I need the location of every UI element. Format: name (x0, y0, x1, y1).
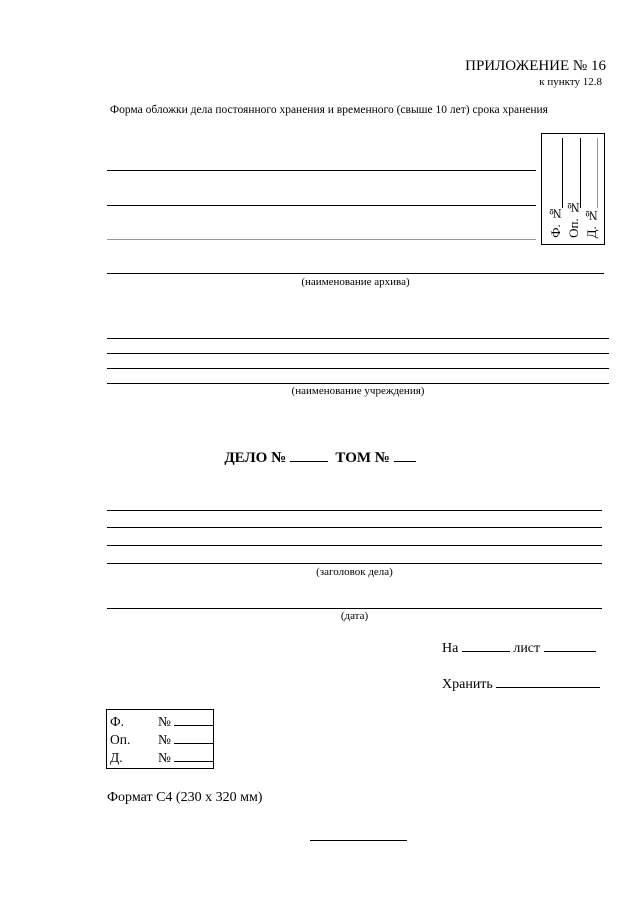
stamp-label: Ф. (110, 714, 125, 729)
heading-line-1 (107, 510, 602, 511)
sheets-label: лист (513, 641, 541, 656)
vertical-fill-line-3 (597, 138, 598, 208)
sheets-row (442, 641, 596, 657)
sheets-word-blank (544, 651, 596, 652)
stamp-label: Оп. (110, 732, 131, 747)
stamp-number-sign: № (158, 714, 171, 729)
institution-line-3 (107, 368, 609, 369)
case-number-label: Д. № (584, 207, 599, 238)
archive-line-3 (107, 239, 536, 240)
date-line (107, 608, 602, 609)
keep-row (442, 677, 600, 693)
index-stamp-box (106, 709, 214, 769)
archive-line-1 (107, 170, 536, 171)
sheets-count-blank (462, 651, 510, 652)
volume-label: ТОМ № (335, 450, 390, 466)
institution-line-1 (107, 338, 609, 339)
date-caption: (дата) (340, 610, 369, 622)
format-note: Формат С4 (230 х 320 мм) (107, 790, 263, 805)
footer-separator (310, 840, 407, 841)
stamp-blank (174, 725, 214, 726)
volume-number-blank (394, 461, 416, 462)
stamp-number-sign: № (158, 750, 171, 765)
vertical-fill-line-2 (580, 138, 581, 208)
case-number-blank (290, 461, 328, 462)
stamp-row-fond (110, 713, 213, 731)
archive-caption: (наименование архива) (301, 276, 410, 288)
stamp-number-sign: № (158, 732, 171, 747)
archive-name-line (107, 273, 604, 274)
institution-line-4 (107, 383, 609, 384)
stamp-blank (174, 743, 214, 744)
archive-line-2 (107, 205, 536, 206)
appendix-title: ПРИЛОЖЕНИЕ № 16 (465, 58, 606, 74)
case-heading-caption: (заголовок дела) (316, 566, 393, 578)
institution-line-2 (107, 353, 609, 354)
stamp-row-inventory (110, 731, 213, 749)
vertical-fill-line-1 (562, 138, 563, 208)
case-label: ДЕЛО № (224, 450, 287, 466)
form-title: Форма обложки дела постоянного хранения и временного (свыше 10 лет) срока хранения (110, 104, 548, 116)
case-volume-line (0, 450, 640, 467)
heading-line-3 (107, 545, 602, 546)
fond-number-label: Ф. № (548, 206, 563, 238)
stamp-blank (174, 761, 214, 762)
heading-line-4 (107, 563, 602, 564)
stamp-row-case (110, 749, 213, 767)
keep-label: Хранить (442, 677, 493, 692)
sheets-on-label: На (442, 641, 459, 656)
heading-line-2 (107, 527, 602, 528)
institution-caption: (наименование учреждения) (291, 385, 425, 397)
vertical-index-box (541, 133, 605, 245)
keep-period-blank (496, 687, 600, 688)
appendix-clause: к пункту 12.8 (539, 76, 602, 88)
stamp-label: Д. (110, 750, 123, 765)
inventory-number-label: Оп. № (566, 200, 581, 238)
